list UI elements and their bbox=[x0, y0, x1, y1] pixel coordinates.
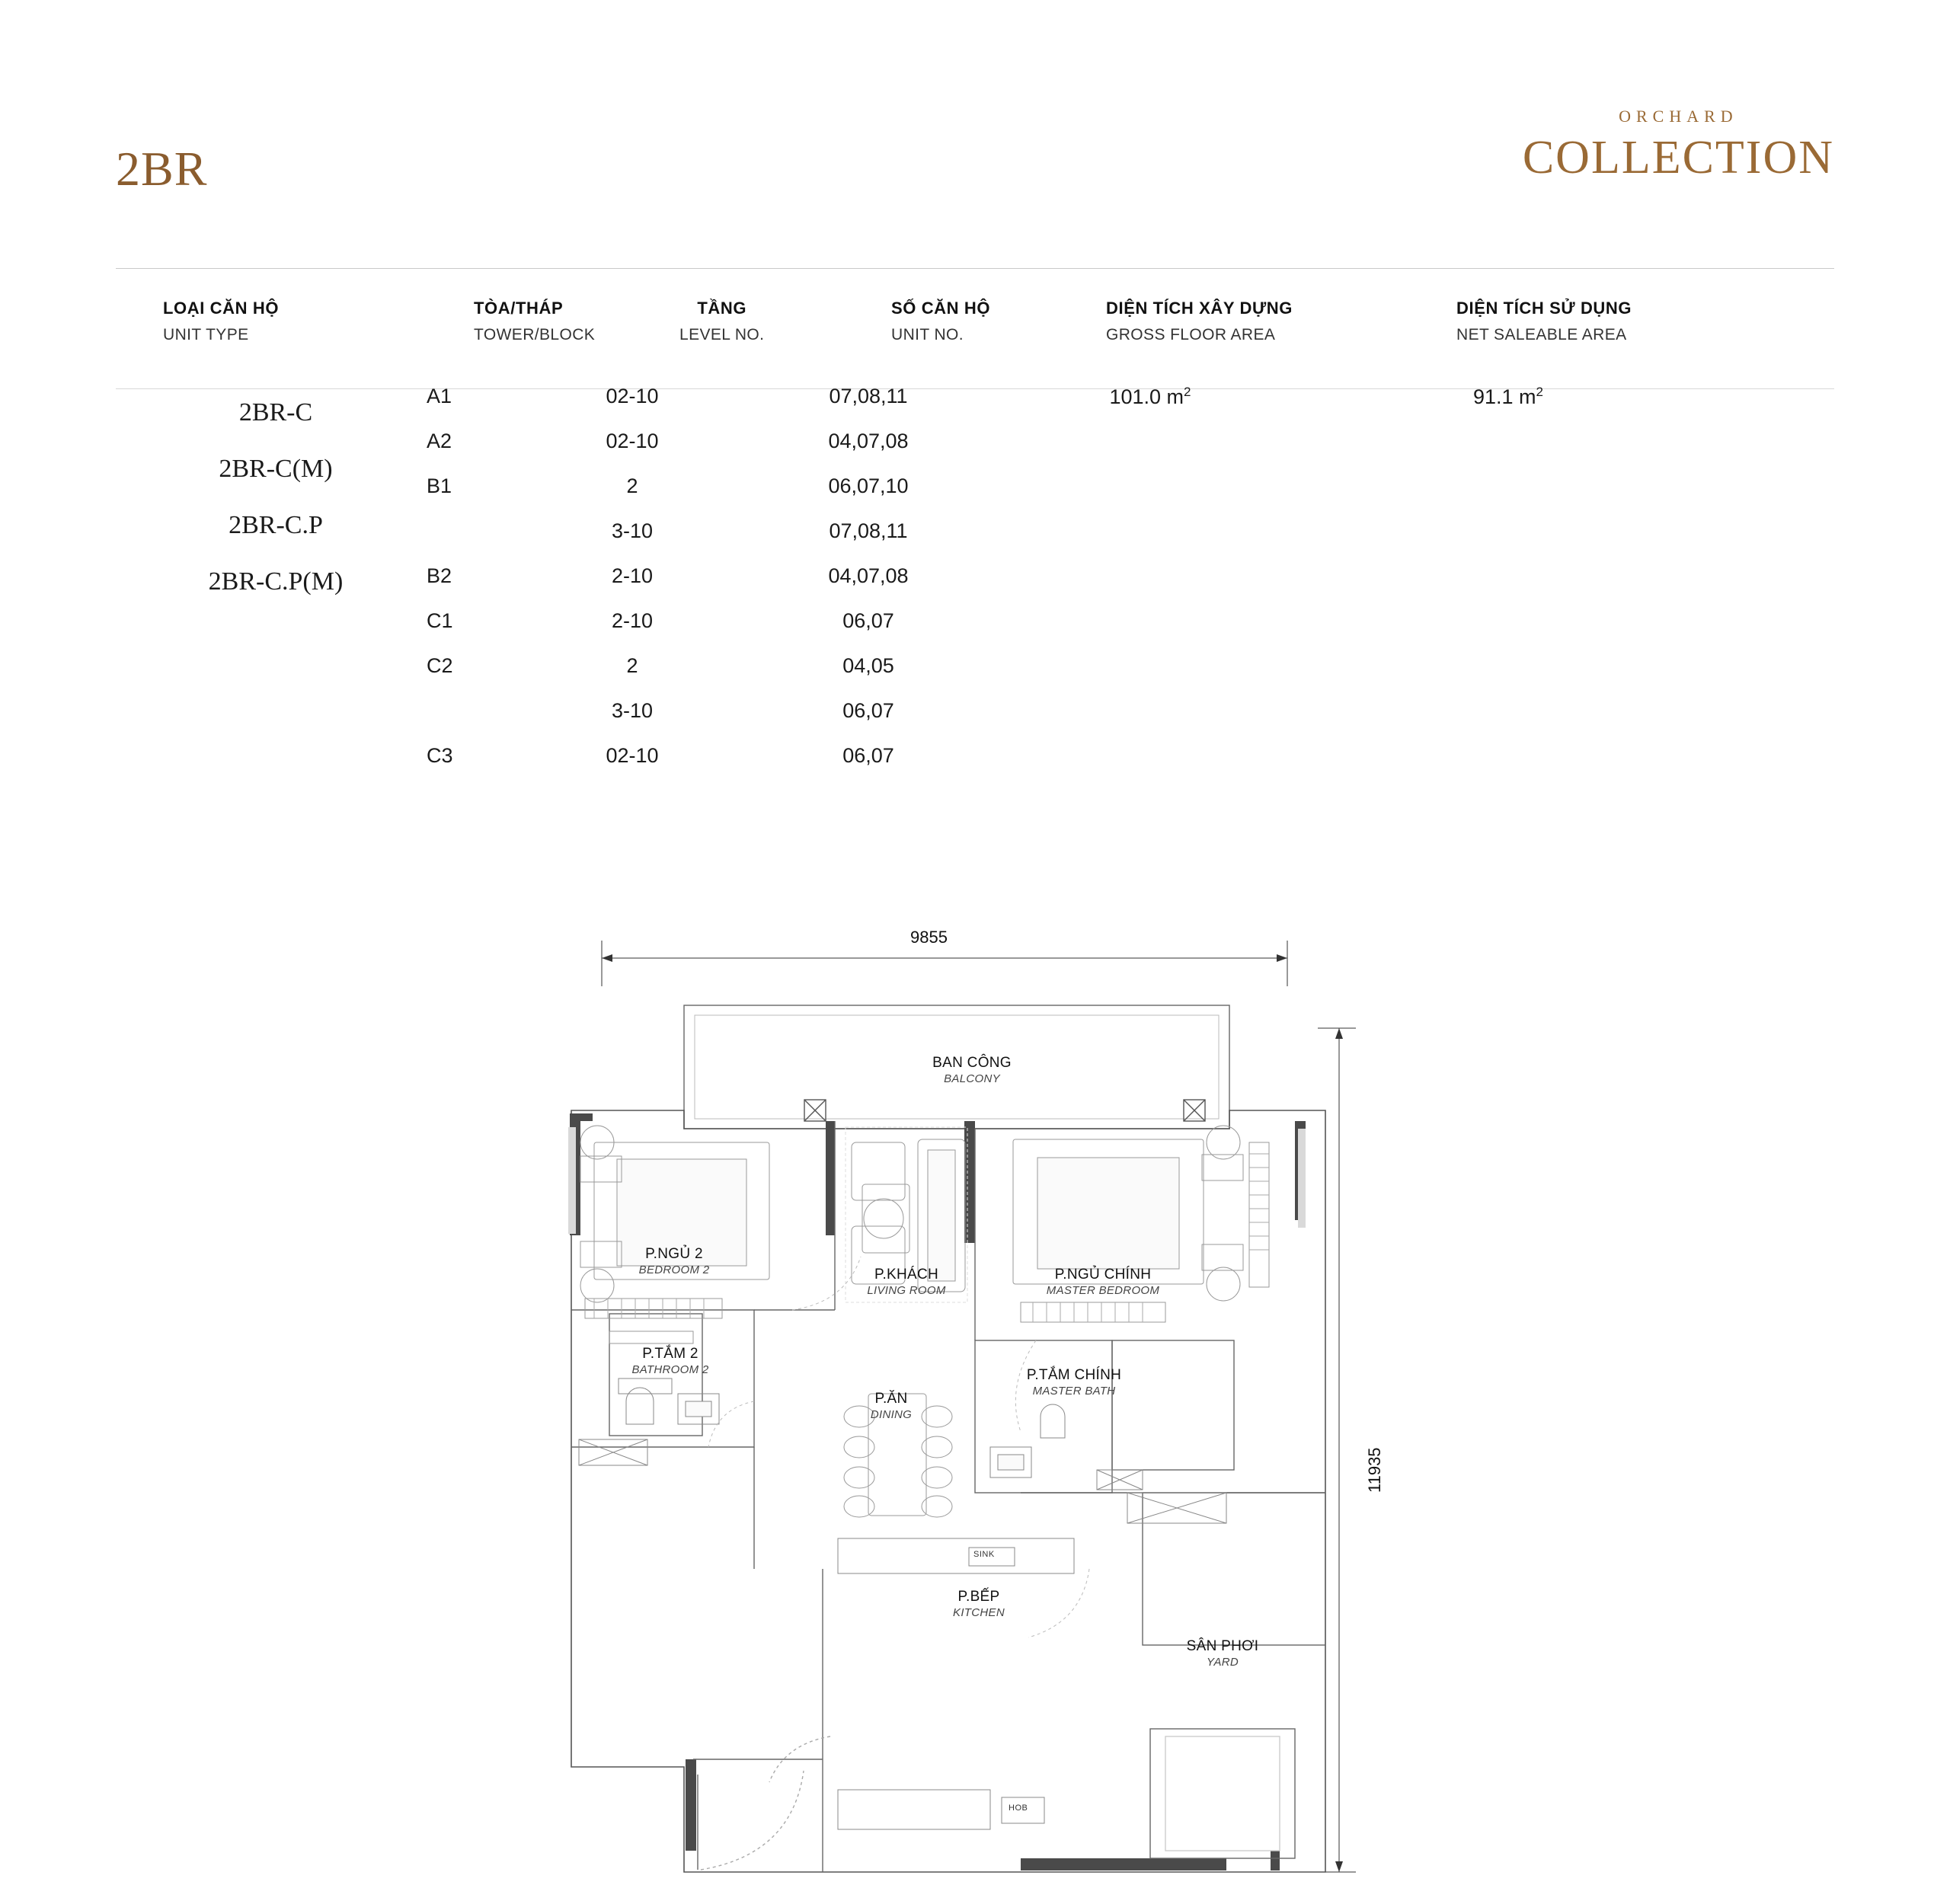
cell-tower: C1 bbox=[427, 609, 453, 632]
column-markers bbox=[804, 1100, 1205, 1121]
cell-gross-floor-area: 101.0 $m^2$ bbox=[1109, 385, 1191, 408]
cell-unit-no: 06,07 bbox=[842, 699, 894, 722]
table-row bbox=[0, 654, 1718, 699]
room-label-master-bath: P.TẮM CHÍNH MASTER BATH bbox=[1026, 1367, 1122, 1398]
cell-unit-no: 07,08,11 bbox=[829, 519, 908, 542]
cell-level: 2 bbox=[626, 654, 638, 677]
unit-type-item: 2BR-C(M) bbox=[219, 455, 333, 483]
furniture-bedroom-2 bbox=[568, 1126, 769, 1343]
column-header-gross-floor-area: DIỆN TÍCH XÂY DỰNG GROSS FLOOR AREA bbox=[1106, 299, 1293, 343]
cell-tower: A2 bbox=[427, 430, 452, 452]
column-header-unit-no: SỐ CĂN HỘ UNIT NO. bbox=[891, 299, 991, 343]
column-header-unit-type: LOẠI CĂN HỘ UNIT TYPE bbox=[163, 299, 280, 343]
column-header-level: TẦNG LEVEL NO. bbox=[679, 299, 765, 343]
table-row bbox=[0, 430, 1718, 474]
furniture-living-room bbox=[792, 1127, 967, 1310]
cell-tower: C2 bbox=[427, 654, 453, 677]
table-row bbox=[0, 519, 1718, 564]
unit-type-item: 2BR-C.P bbox=[229, 511, 323, 539]
header-divider bbox=[116, 268, 1834, 269]
room-label-bathroom-2: P.TẮM 2 BATHROOM 2 bbox=[631, 1346, 709, 1376]
cell-tower: B1 bbox=[427, 474, 452, 497]
cell-level: 2 bbox=[626, 474, 638, 497]
table-row bbox=[0, 564, 1718, 609]
column-header-net-saleable-area: DIỆN TÍCH SỬ DỤNG NET SALEABLE AREA bbox=[1456, 299, 1632, 343]
yard-area bbox=[1165, 1736, 1280, 1851]
cell-unit-no: 06,07,10 bbox=[828, 474, 909, 497]
column-header-tower: TÒA/THÁP TOWER/BLOCK bbox=[474, 299, 596, 343]
unit-type-item: 2BR-C bbox=[238, 398, 313, 426]
dimension-width bbox=[602, 941, 1287, 986]
room-label-balcony: BAN CÔNG BALCONY bbox=[932, 1055, 1012, 1085]
room-label-bedroom-2: P.NGỦ 2 BEDROOM 2 bbox=[638, 1246, 710, 1276]
table-row bbox=[0, 699, 1718, 744]
cell-tower: A1 bbox=[427, 385, 452, 407]
cell-unit-no: 04,07,08 bbox=[828, 564, 909, 587]
cell-net-saleable-area: 91.1 $m^2$ bbox=[1472, 385, 1543, 408]
door-swings bbox=[701, 1736, 830, 1870]
page-title: 2BR bbox=[116, 142, 208, 196]
cell-unit-no: 06,07 bbox=[842, 744, 894, 767]
brand-main-label: COLLECTION bbox=[1522, 132, 1834, 184]
table-body bbox=[0, 385, 1718, 789]
floor-plan-drawing bbox=[564, 914, 1402, 1881]
cell-tower: B2 bbox=[427, 564, 452, 587]
brand-logo bbox=[1522, 107, 1834, 184]
table-row bbox=[0, 744, 1718, 789]
table-row bbox=[0, 609, 1718, 654]
cell-level: 02-10 bbox=[606, 385, 659, 407]
floor-plan bbox=[564, 914, 1402, 1881]
fixtures-bathroom-2 bbox=[579, 1378, 754, 1465]
furniture-kitchen bbox=[838, 1538, 1089, 1829]
furniture-dining bbox=[844, 1394, 952, 1517]
cell-level: 3-10 bbox=[611, 699, 654, 722]
cell-level: 02-10 bbox=[606, 430, 659, 452]
cell-unit-no: 07,08,11 bbox=[829, 385, 908, 407]
room-label-yard: SÂN PHƠI YARD bbox=[1186, 1638, 1259, 1669]
brand-top-label: ORCHARD bbox=[1619, 107, 1738, 126]
unit-table bbox=[116, 299, 1834, 364]
table-header-row bbox=[116, 299, 1834, 364]
table-row bbox=[0, 474, 1718, 519]
fixture-label-sink: SINK bbox=[973, 1550, 995, 1559]
room-label-master-bedroom: P.NGỦ CHÍNH MASTER BEDROOM bbox=[1046, 1267, 1160, 1297]
furniture-master-bedroom bbox=[1013, 1126, 1306, 1322]
cell-unit-no: 04,07,08 bbox=[828, 430, 909, 452]
balcony-walls bbox=[684, 1005, 1229, 1129]
room-label-dining: P.ĂN DINING bbox=[870, 1391, 913, 1421]
room-label-living-room: P.KHÁCH LIVING ROOM bbox=[867, 1267, 946, 1297]
cell-unit-no: 06,07 bbox=[842, 609, 894, 632]
cell-level: 2-10 bbox=[611, 609, 654, 632]
cell-tower: C3 bbox=[427, 744, 453, 767]
fixtures-master-bath bbox=[990, 1340, 1226, 1523]
table-row bbox=[0, 385, 1718, 430]
fixture-label-hob: HOB bbox=[1009, 1803, 1028, 1813]
cell-level: 2-10 bbox=[611, 564, 654, 587]
cell-level: 3-10 bbox=[611, 519, 654, 542]
dimension-height bbox=[1318, 1028, 1356, 1872]
unit-type-item: 2BR-C.P(M) bbox=[208, 567, 344, 596]
cell-level: 02-10 bbox=[606, 744, 659, 767]
dimension-width-label: 9855 bbox=[910, 928, 948, 947]
dimension-height-label: 11935 bbox=[1365, 1447, 1384, 1493]
room-label-kitchen: P.BẾP KITCHEN bbox=[953, 1589, 1005, 1619]
cell-unit-no: 04,05 bbox=[842, 654, 894, 677]
